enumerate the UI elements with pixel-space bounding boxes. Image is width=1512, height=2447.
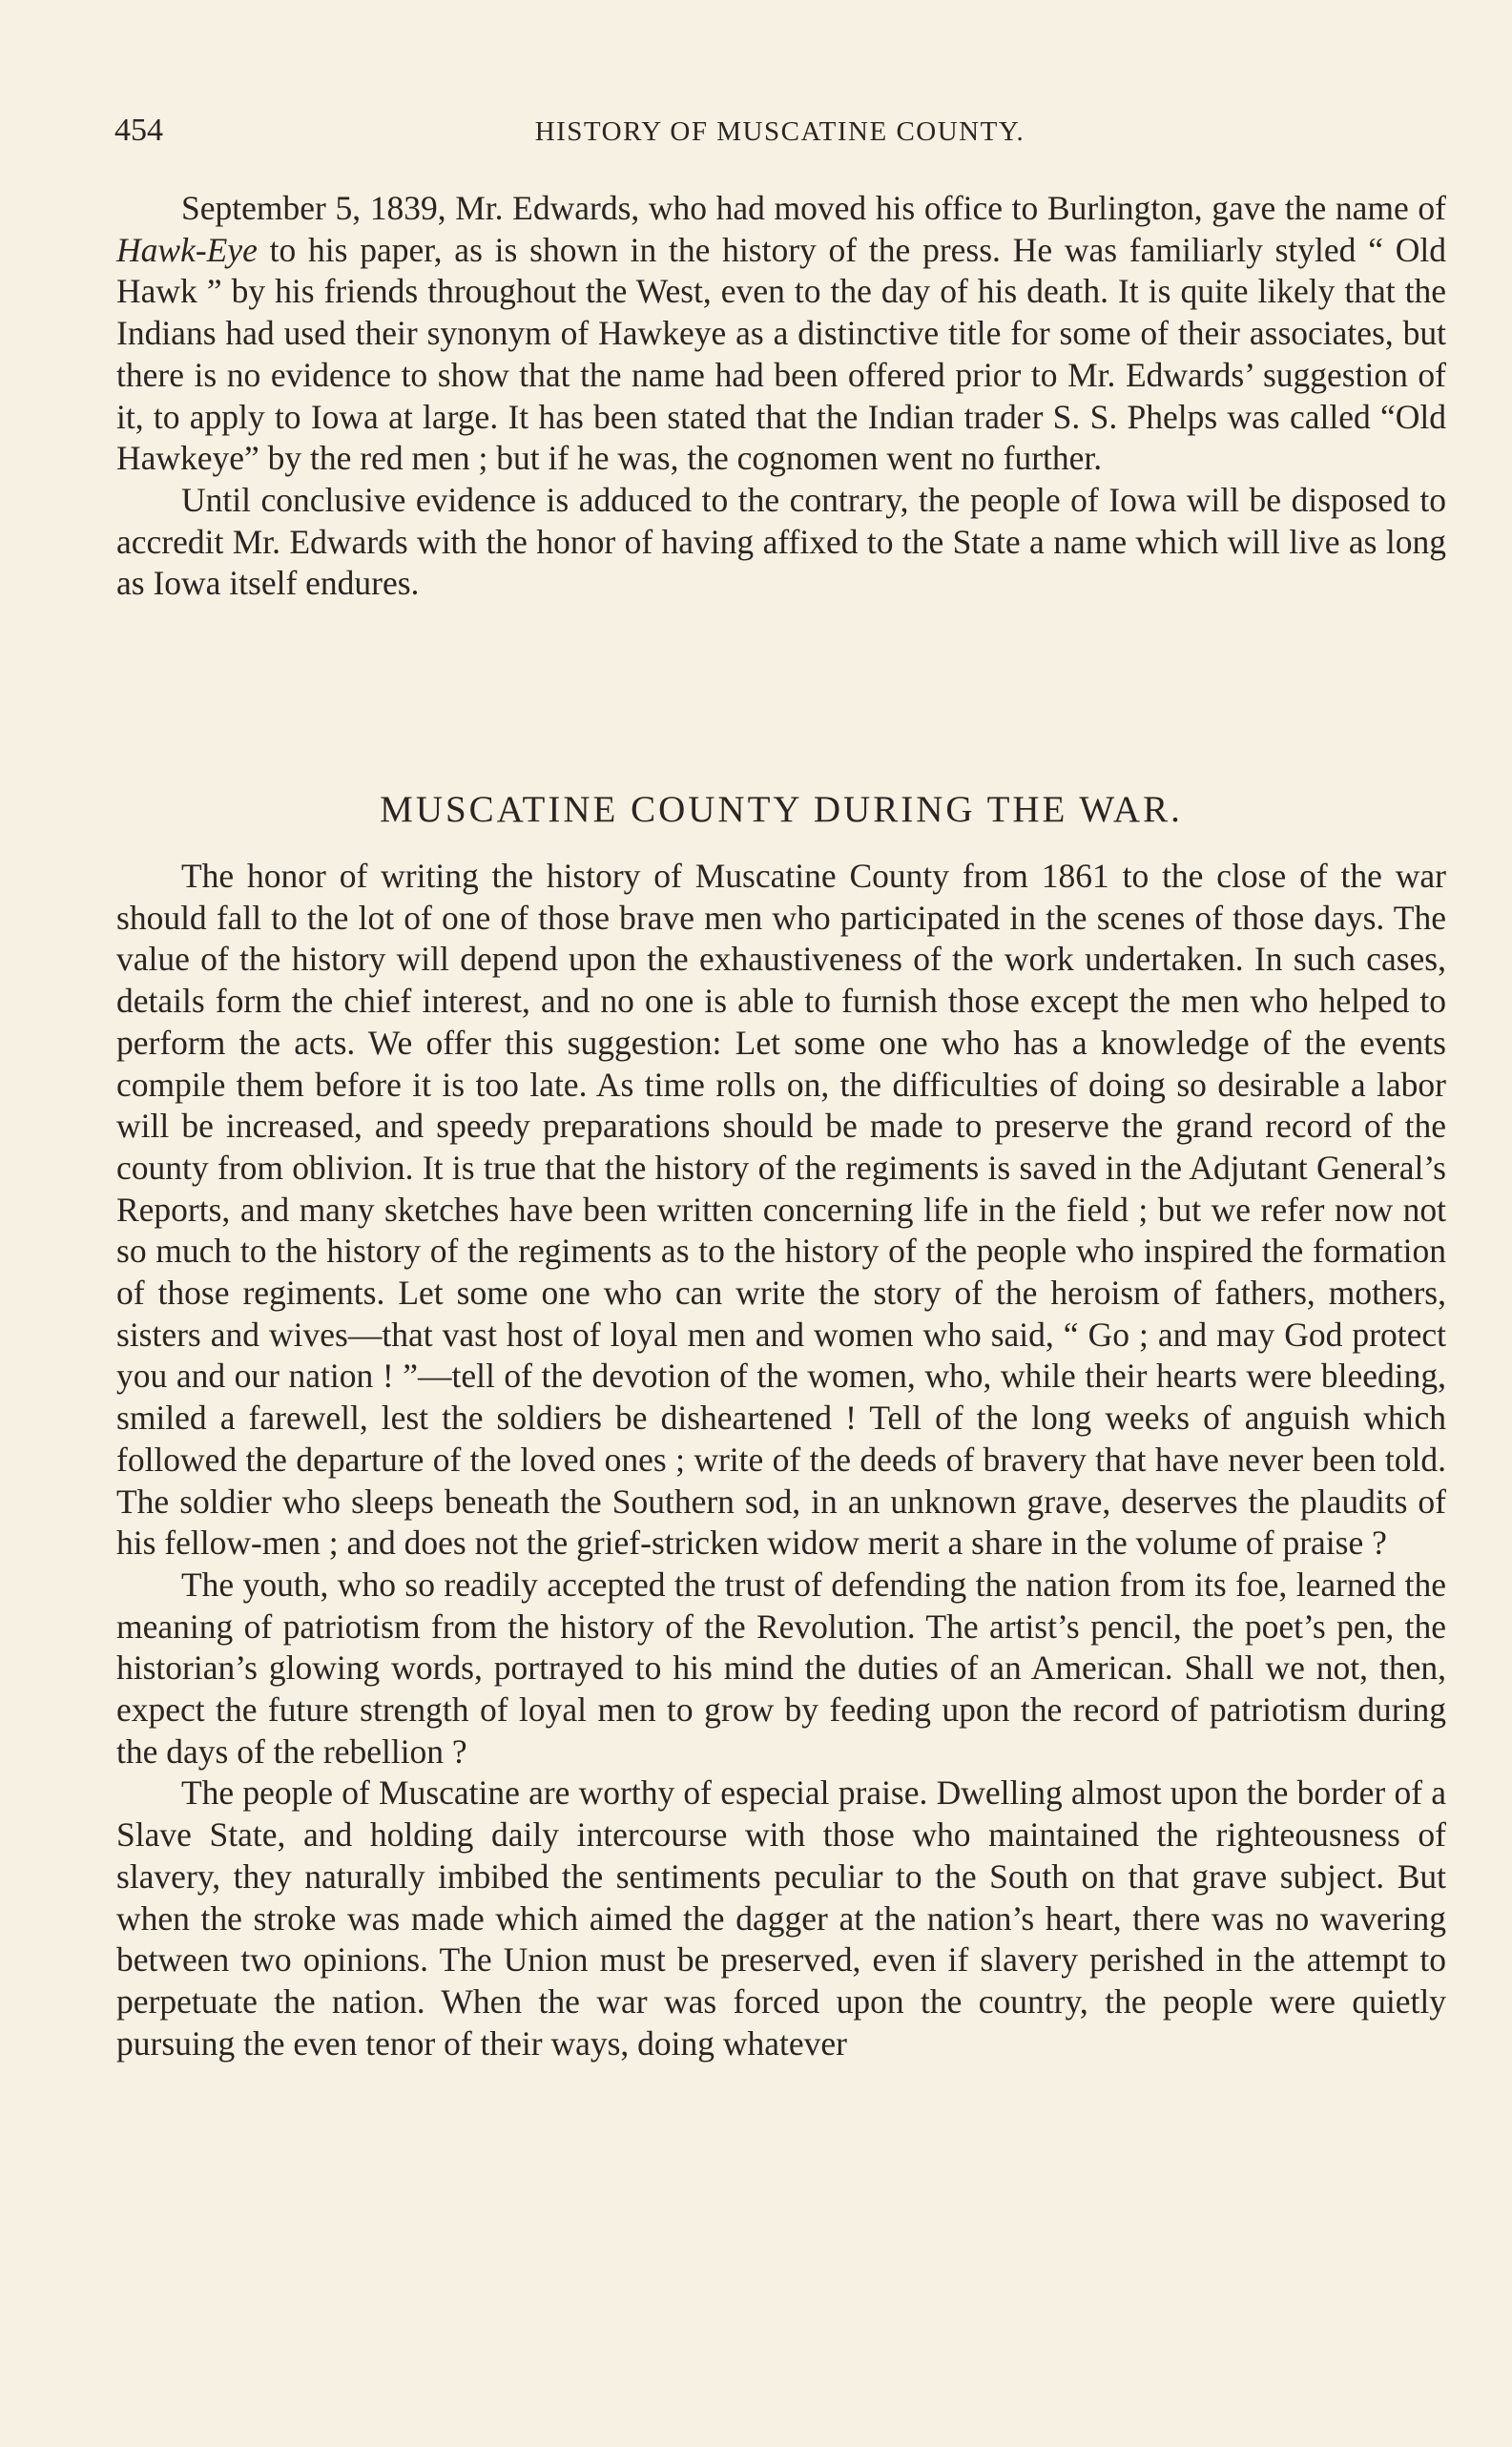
- paragraph-text: to his paper, as is shown in the history of the press. He was familiarly styled “ Old Hawk ” by his friends throughout the West, even to the day of his death. It is quite likely that the Indians had used their synonym of Hawkeye as a distinctive title for some of their associates, but there is no evidence to show that the name had been offered prior to Mr. Edwards’ suggestion of it, to apply to Iowa at large. It has been stated that the Indian trader S. S. Phelps was called “Old Hawkeye” by the red men ; but if he was, the cognomen went no further.: [116, 230, 1446, 478]
- paragraph: [116, 188, 1446, 480]
- running-title: HISTORY OF MUSCATINE COUNTY.: [534, 116, 1025, 147]
- paragraph: The honor of writing the history of Muscatine County from 1861 to the close of the war should fall to the lot of one of those brave men who participated in the scenes of those days. The value of the history will depend upon the exhaustiveness of the work undertaken. In such cases, details form the chief interest, and no one is able to furnish those except the men who helped to perform the acts. We offer this suggestion: Let some one who has a knowledge of the events compile them before it is too late. As time rolls on, the difficulties of doing so desirable a labor will be increased, and speedy preparations should be made to preserve the grand record of the county from oblivion. It is true that the history of the regiments is saved in the Adjutant General’s Reports, and many sketches have been written concerning life in the field ; but we refer now not so much to the history of the regiments as to the history of the people who inspired the formation of those regiments. Let some one who can write the story of the heroism of fathers, mothers, sisters and wives—that vast host of loyal men and women who said, “ Go ; and may God protect you and our nation ! ”—tell of the devotion of the women, who, while their hearts were bleeding, smiled a farewell, lest the soldiers be disheartened ! Tell of the long weeks of anguish which followed the departure of the loved ones ; write of the deeds of bravery that have never been told. The soldier who sleeps beneath the Southern sod, in an unknown grave, deserves the plaudits of his fellow-men ; and does not the grief-stricken widow merit a share in the volume of praise ?: [116, 857, 1446, 1563]
- paragraph: The youth, who so readily accepted the trust of defending the nation from its foe, learned the meaning of patriotism from the history of the Revolution. The artist’s pencil, the poet’s pen, the historian’s glowing words, portrayed to his mind the duties of an American. Shall we not, then, expect the future strength of loyal men to grow by feeding upon the record of patriotism during the days of the rebellion ?: [116, 1565, 1446, 1771]
- war-section: [116, 856, 1446, 2064]
- running-head: [114, 113, 1445, 160]
- page-number: 454: [114, 113, 163, 148]
- section-heading: MUSCATINE COUNTY DURING THE WAR.: [380, 789, 1183, 830]
- paragraph: The people of Muscatine are worthy of especial praise. Dwelling almost upon the border of a Slave State, and holding daily intercourse with those who maintained the righteousness of slavery, they naturally imbibed the sentiments peculiar to the South on that grave subject. But when the stroke was made which aimed the dagger at the nation’s heart, there was no wavering between two opinions. The Union must be preserved, even if slavery perished in the attempt to perpetuate the nation. When the war was forced upon the country, the people were quietly pursuing the even tenor of their ways, doing whatever: [116, 1773, 1446, 2063]
- hawkeye-section: [116, 188, 1446, 605]
- paragraph: Until conclusive evidence is adduced to the contrary, the people of Iowa will be disposed to accredit Mr. Edwards with the honor of having affixed to the State a name which will live as long as Iowa itself endures.: [116, 480, 1446, 603]
- paragraph-text: September 5, 1839, Mr. Edwards, who had moved his office to Burlington, gave the name of: [181, 189, 1446, 227]
- newspaper-name: Hawk-Eye: [116, 230, 258, 269]
